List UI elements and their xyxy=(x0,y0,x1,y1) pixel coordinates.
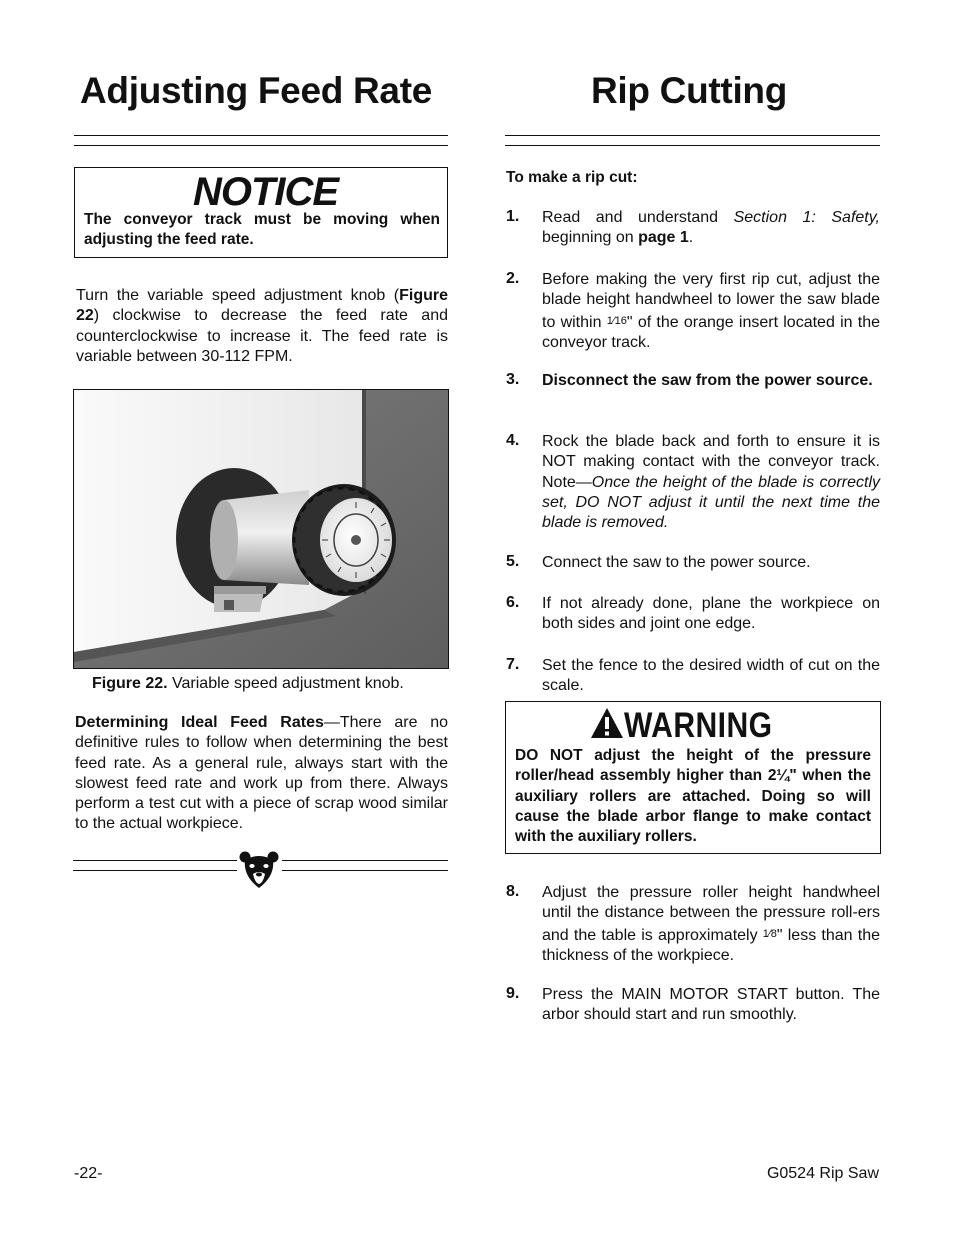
step-number: 7. xyxy=(506,656,520,673)
figure-22-caption xyxy=(92,674,404,694)
step-number: 6. xyxy=(506,594,520,611)
figure-22-label: Figure 22. xyxy=(92,675,168,692)
left-heading-rule xyxy=(74,135,448,146)
notice-box xyxy=(74,167,448,258)
feed-rate-text-1: Turn the variable speed adjustment knob ( xyxy=(76,287,400,304)
figure-reference: Figure 22 xyxy=(76,287,448,325)
right-heading-rule xyxy=(505,135,880,146)
step-text: Press the MAIN MOTOR START button. The arbor should start and run smoothly. xyxy=(542,986,880,1024)
step-number: 9. xyxy=(506,985,520,1002)
feed-rate-paragraph xyxy=(76,286,448,367)
step-text: Read and understand Section 1: Safety, beginning on page 1. xyxy=(542,209,881,247)
knob-photo-illustration xyxy=(74,390,449,669)
figure-22-caption-text: Variable speed adjustment knob. xyxy=(167,675,404,692)
feed-rate-text-2: ) clockwise to decrease the feed rate and counterclockwise to increase it. The feed rate is variable between 30-112 FPM. xyxy=(76,307,448,365)
divider-right-rule xyxy=(282,860,448,871)
ideal-feed-rates-body: —There are no definitive rules to follow when determining the best feed rate. As a general rule, always start with the slowest feed rate and work up from there. Always perform a test cut with a piece of scrap wood similar to the actual workpiece. xyxy=(75,714,448,833)
step-text: Connect the saw to the power source. xyxy=(542,554,811,571)
step-number: 5. xyxy=(506,553,520,570)
bear-logo-icon xyxy=(239,850,279,890)
step-text: Before making the very first rip cut, adjust the blade height handwheel to lower the saw blade to within 1⁄16" of the orange insert located in the conveyor track. xyxy=(542,271,880,351)
step-number: 2. xyxy=(506,270,520,287)
warning-title: WARNING xyxy=(624,706,773,745)
step-text: Disconnect the saw from the power source. xyxy=(542,372,873,389)
step-text: Rock the blade back and forth to ensure it is NOT making contact with the conveyor track. Note—Once the height of the blade is correctly set, DO NOT adjust it until the next time the blade is removed. xyxy=(542,433,880,532)
fraction: 1⁄16 xyxy=(606,314,627,327)
ideal-feed-rates-paragraph xyxy=(75,713,448,835)
notice-body: The conveyor track must be moving when adjusting the feed rate. xyxy=(84,211,440,249)
fraction: 1⁄8 xyxy=(762,927,777,940)
step-text: Set the fence to the desired width of cut on the scale. xyxy=(542,657,880,695)
ideal-feed-rates-lead: Determining Ideal Feed Rates xyxy=(75,714,324,731)
step-text: Adjust the pressure roller height handwheel until the distance between the pressure roll-ers and the table is approximately 1⁄8" less than the thickness of the workpiece. xyxy=(542,884,880,964)
warning-body: DO NOT adjust the height of the pressure roller/head assembly higher than 2¼" when the auxiliary rollers are attached. Doing so will cause the blade arbor flange to make contact with the auxiliary rollers. xyxy=(515,747,871,846)
model-name: G0524 Rip Saw xyxy=(766,1165,879,1182)
page-number: -22- xyxy=(74,1165,103,1182)
divider-left-rule xyxy=(73,860,237,871)
right-heading: Rip Cutting xyxy=(591,70,788,111)
warning-triangle-icon xyxy=(590,707,624,739)
rip-cut-intro: To make a rip cut: xyxy=(506,169,638,186)
warning-box xyxy=(505,701,881,854)
step-number: 8. xyxy=(506,883,520,900)
notice-title: NOTICE xyxy=(193,170,339,214)
step-number: 1. xyxy=(506,208,520,225)
step-number: 4. xyxy=(506,432,520,449)
step-number: 3. xyxy=(506,371,520,388)
left-heading: Adjusting Feed Rate xyxy=(80,70,432,111)
figure-22-photo xyxy=(73,389,449,669)
step-text: If not already done, plane the workpiece on both sides and joint one edge. xyxy=(542,595,880,633)
